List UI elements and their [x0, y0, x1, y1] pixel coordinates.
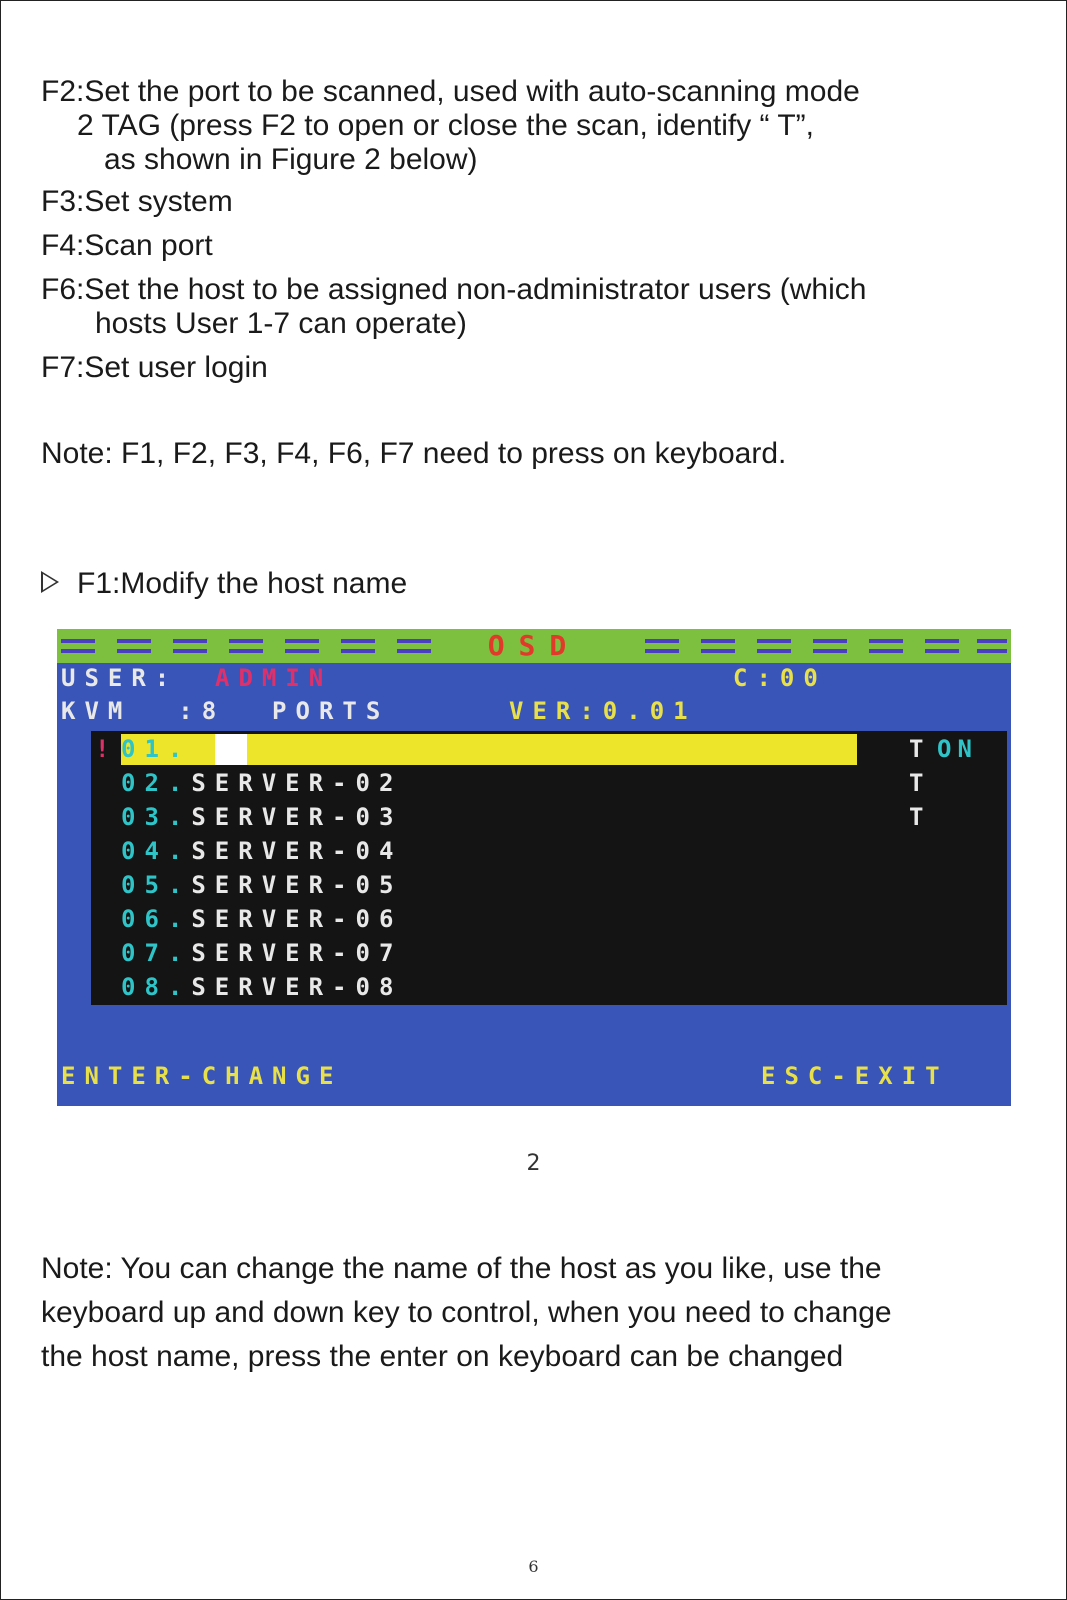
host-row[interactable]: [121, 768, 402, 798]
host-row[interactable]: [121, 938, 402, 968]
osd-title: OSD: [487, 629, 581, 662]
osd-screen: [57, 629, 1011, 1106]
version-label: VER:0.01: [509, 697, 697, 725]
user-value: ADMIN: [215, 664, 333, 692]
host-row[interactable]: [121, 734, 191, 764]
osd-title-bar: [57, 629, 1011, 663]
figure-number: 2: [526, 1151, 541, 1176]
enter-change-hint: ENTER-CHANGE: [61, 1062, 343, 1090]
esc-exit-hint: ESC-EXIT: [761, 1062, 949, 1090]
host-row[interactable]: [121, 802, 402, 832]
port-separator: .: [167, 871, 192, 899]
port-separator: .: [167, 905, 192, 933]
port-number: 04: [121, 837, 168, 865]
triangle-right-icon: [41, 571, 59, 593]
scan-tag-flag: T: [909, 769, 930, 797]
host-row[interactable]: [121, 870, 402, 900]
bottom-note-line1: Note: You can change the name of the host as you like, use the: [41, 1252, 882, 1285]
online-flag: ON: [937, 735, 978, 763]
port-number: 01: [121, 735, 168, 763]
host-name: SERVER-06: [191, 905, 403, 933]
keyboard-note: Note: F1, F2, F3, F4, F6, F7 need to press on keyboard.: [41, 437, 787, 470]
bottom-note-line3: the host name, press the enter on keyboard can be changed: [41, 1340, 844, 1373]
port-number: 07: [121, 939, 168, 967]
host-name: SERVER-02: [191, 769, 403, 797]
host-list: [91, 731, 1007, 1005]
f2-description-line1: F2:Set the port to be scanned, used with auto-scanning mode: [41, 75, 860, 108]
scan-tag-flag: T: [909, 735, 930, 763]
port-separator: .: [167, 803, 192, 831]
port-number: 06: [121, 905, 168, 933]
port-separator: .: [167, 939, 192, 967]
page-number: 6: [528, 1557, 539, 1576]
channel-indicator: C:00: [733, 664, 827, 692]
host-row[interactable]: [121, 836, 402, 866]
host-name: SERVER-04: [191, 837, 403, 865]
bottom-note-line2: keyboard up and down key to control, when you need to change: [41, 1296, 892, 1329]
port-separator: .: [167, 973, 192, 1001]
f6-description-line1: F6:Set the host to be assigned non-administrator users (which: [41, 273, 867, 306]
f7-description: F7:Set user login: [41, 351, 268, 384]
selected-marker: !: [95, 735, 119, 763]
f3-description: F3:Set system: [41, 185, 233, 218]
port-number: 02: [121, 769, 168, 797]
kvm-ports-label: KVM :8 PORTS: [61, 697, 390, 725]
port-number: 08: [121, 973, 168, 1001]
host-name: SERVER-05: [191, 871, 403, 899]
f4-description: F4:Scan port: [41, 229, 213, 262]
scan-tag-flag: T: [909, 803, 930, 831]
user-label: USER:: [61, 664, 179, 692]
host-row[interactable]: [121, 904, 402, 934]
f2-description-line3: as shown in Figure 2 below): [104, 143, 478, 176]
text-cursor: [215, 734, 247, 765]
port-number: 05: [121, 871, 168, 899]
host-name: SERVER-03: [191, 803, 403, 831]
f2-description-line2: 2 TAG (press F2 to open or close the scan, identify “ T”,: [77, 109, 814, 142]
port-number: 03: [121, 803, 168, 831]
host-name: SERVER-08: [191, 973, 403, 1001]
host-row[interactable]: [121, 972, 402, 1002]
port-separator: .: [167, 769, 192, 797]
port-separator: .: [167, 837, 192, 865]
f6-description-line2: hosts User 1-7 can operate): [95, 307, 467, 340]
section-heading: F1:Modify the host name: [77, 567, 408, 600]
port-separator: .: [167, 735, 192, 763]
host-name: SERVER-07: [191, 939, 403, 967]
